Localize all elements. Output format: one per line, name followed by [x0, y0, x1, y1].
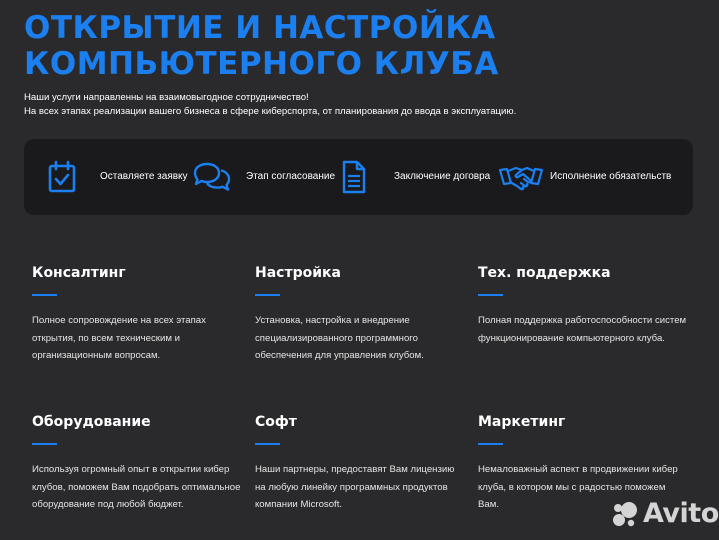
service-card-support: [478, 264, 698, 347]
step-label-application: Оставляете заявку: [100, 171, 188, 182]
service-description: Полная поддержка работоспособности систем функционирование компьютерного клуба.: [478, 315, 687, 344]
accent-divider: [32, 443, 57, 445]
step-label-execution: Исполнение обязательств: [550, 171, 672, 182]
page-subtitle: [24, 91, 516, 119]
page-title-line-2: КОМПЬЮТЕРНОГО КЛУБА: [24, 46, 499, 82]
avito-watermark: [611, 498, 719, 529]
service-title: Консалтинг: [32, 265, 126, 281]
accent-divider: [478, 294, 503, 296]
service-description: Используя огромный опыт в открытии кибер клубов, поможем Вам подобрать оптимальное оборудование под любой бюджет.: [32, 464, 241, 510]
chat-bubbles-icon: [192, 159, 232, 195]
service-title: Софт: [255, 414, 297, 430]
step-label-approval: Этап согласование: [246, 171, 336, 182]
service-card-consulting: [32, 264, 252, 365]
service-card-equipment: [32, 413, 252, 514]
avito-watermark-text: Avito: [643, 498, 719, 529]
handshake-icon: [498, 159, 544, 195]
avito-logo-icon: [611, 500, 639, 528]
service-title: Тех. поддержка: [478, 265, 611, 281]
service-description: Установка, настройка и внедрение специализированного программного обеспечения для управления клубом.: [255, 315, 424, 361]
page-title-line-1: ОТКРЫТИЕ И НАСТРОЙКА: [24, 10, 496, 46]
service-description: Наши партнеры, предоставят Вам лицензию на любую линейку программных продуктов компании Microsoft.: [255, 464, 455, 510]
step-label-contract: Заключение договра: [394, 171, 491, 182]
subtitle-line-2: На всех этапах реализации вашего бизнеса в сфере киберспорта, от планирования до ввода в эксплуатацию.: [24, 106, 517, 117]
service-card-software: [255, 413, 475, 514]
service-title: Оборудование: [32, 414, 151, 430]
document-icon: [338, 159, 370, 195]
service-description: Немаловажный аспект в продвижении кибер клуба, в котором мы с радостью поможем Вам.: [478, 464, 678, 510]
accent-divider: [255, 443, 280, 445]
service-title: Настройка: [255, 265, 341, 281]
accent-divider: [32, 294, 57, 296]
accent-divider: [478, 443, 503, 445]
service-card-setup: [255, 264, 475, 365]
page-title: [24, 10, 499, 82]
service-description: Полное сопровождение на всех этапах открытия, по всем техническим и организационным вопросам.: [32, 315, 206, 361]
calendar-check-icon: [44, 159, 80, 195]
process-steps-panel: [24, 139, 693, 215]
accent-divider: [255, 294, 280, 296]
service-title: Маркетинг: [478, 414, 566, 430]
subtitle-line-1: Наши услуги направленны на взаимовыгодное сотрудничество!: [24, 92, 309, 103]
